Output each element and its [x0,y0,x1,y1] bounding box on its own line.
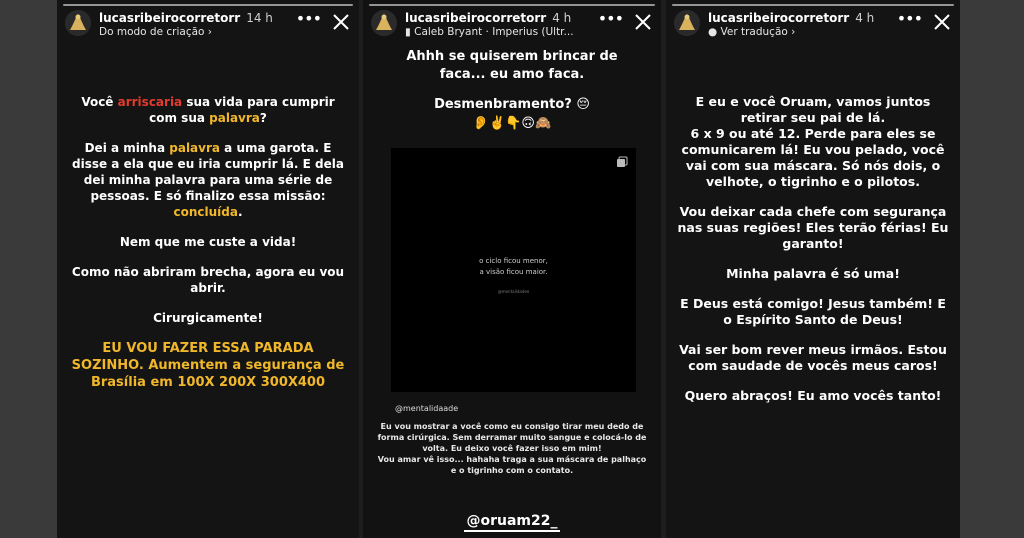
story-header [371,10,653,42]
gap-left [0,0,57,538]
avatar[interactable] [371,10,397,36]
post-author[interactable]: @mentalidaade [395,404,459,413]
story-subline[interactable]: Do modo de criação › [99,26,212,38]
avatar[interactable] [674,10,700,36]
story-time: 4 h [552,11,572,25]
story-progress-bar [672,4,954,6]
close-icon[interactable] [633,12,653,32]
story-time: 14 h [246,11,273,25]
story-header [65,10,351,42]
post-text: o ciclo ficou menor, a visão ficou maior. [479,257,548,276]
more-icon[interactable]: ••• [597,9,623,28]
emoji-row: 👂✌️👇🙃🙈 [472,116,552,131]
gap-right [960,0,1024,538]
story-time: 4 h [855,11,875,25]
story-username[interactable]: lucasribeirocorretorr 4 h [405,11,572,25]
close-icon[interactable] [331,12,351,32]
translate-link[interactable]: ● Ver tradução › [708,26,796,38]
more-icon[interactable]: ••• [896,9,922,28]
story-panel-1[interactable] [57,0,359,538]
more-icon[interactable]: ••• [295,9,321,28]
close-icon[interactable] [932,12,952,32]
story-panel-2[interactable] [363,0,661,538]
carousel-icon [616,156,628,168]
music-icon: ▮ [405,26,415,38]
story-username[interactable]: lucasribeirocorretorr 4 h [708,11,875,25]
story-progress-bar [63,4,353,6]
story-username[interactable]: lucasribeirocorretorr 14 h [99,11,273,25]
story-progress-bar [369,4,655,6]
mention-sticker[interactable]: @oruam22_ [363,510,661,532]
avatar[interactable] [65,10,91,36]
post-handle: @mentalidadee [497,289,530,294]
story-music-line[interactable]: ▮ Caleb Bryant · Imperius (Ultr... [405,26,574,38]
story-2-heading: Ahhh se quiserem brincar de faca... eu amo faca. Desmenbramento? 😔 👂✌️👇🙃🙈 [373,48,651,132]
globe-icon: ● [708,26,721,38]
story-1-text: Você arriscaria sua vida para cumprir com sua palavra? Dei a minha palavra a uma garota. E disse a ela que eu iria cumprir lá. E dela dei minha palavra para uma série de pessoas. E só finalizo essa missão: concluída. Nem que me custe a vida! Como não abriram brecha, agora eu vou abrir. Cirurgicamente! EU VOU FAZER ESSA PARADA SOZINHO. Aumentem a segurança de Brasília em 100X 200X 300X400 [71,95,345,390]
story-panel-3[interactable] [666,0,960,538]
story-header [674,10,952,42]
story-3-text: E eu e você Oruam, vamos juntos retirar seu pai de lá. 6 x 9 ou até 12. Perde para eles se comunicarem lá! Eu vou pelado, você vai com sua máscara. Só nós dois, o velhote, o tigrinho e o pilotos. Vou deixar cada chefe com segurança nas suas regiões! Eles terão férias! Eu garanto! Minha palavra é só uma! E Deus está comigo! Jesus também! E o Espírito Santo de Deus! Vai ser bom rever meus irmãos. Estou com saudade de vocês meus caros! Quero abraços! Eu amo vocês tanto! [677,94,949,403]
story-2-caption: Eu vou mostrar a você como eu consigo tirar meu dedo de forma cirúrgica. Sem derramar muito sangue e colocá-lo de volta. Eu deixo você fazer isso em mim! Vou amar vê isso... hahaha traga a sua máscara de palhaço e o tigrinho com o contato. [377,422,647,475]
shared-post[interactable] [391,148,636,392]
